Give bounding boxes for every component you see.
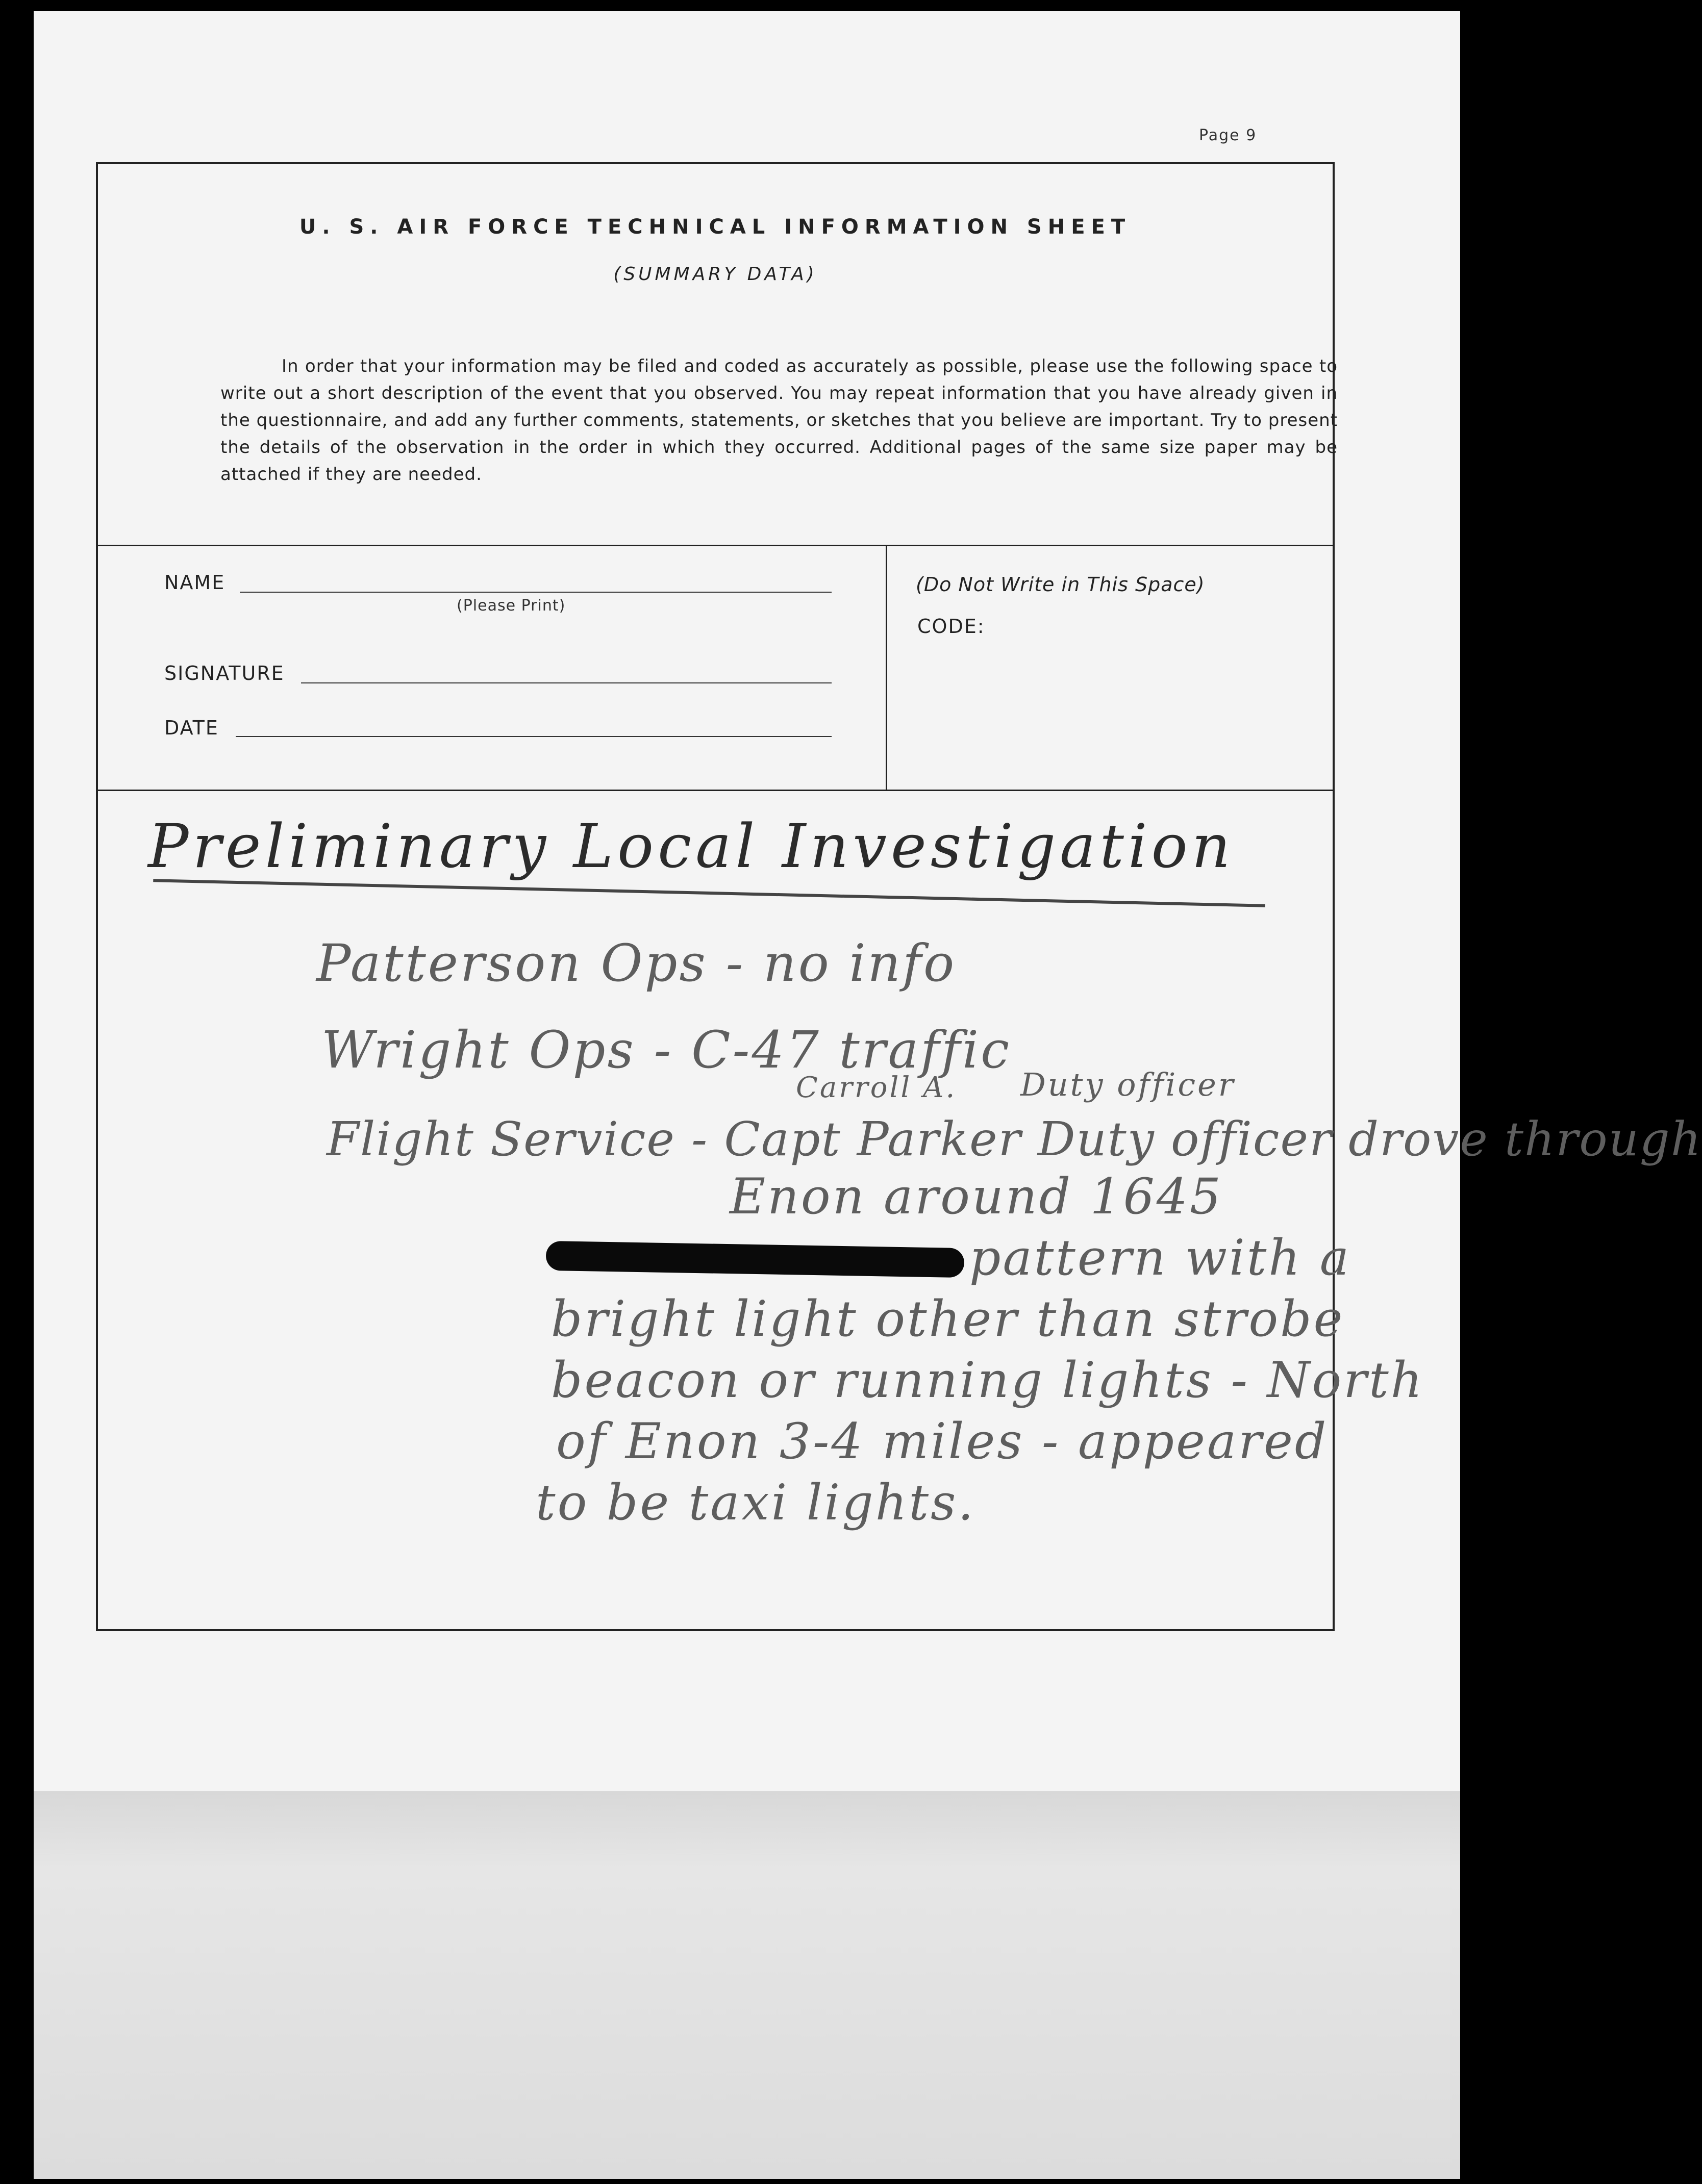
handwritten-line: beacon or running lights - North [551,1352,1424,1409]
section-divider [96,790,1335,791]
handwritten-line: pattern with a [969,1229,1351,1286]
backing-sheet [34,1791,1460,2179]
signature-label: SIGNATURE [164,662,285,684]
form-subtitle: (SUMMARY DATA) [613,264,817,285]
signature-field[interactable] [301,682,832,683]
form-title: U. S. AIR FORCE TECHNICAL INFORMATION SHEET [299,215,1132,239]
handwritten-line: Wright Ops - C-47 traffic [321,1020,1012,1080]
date-label: DATE [164,717,219,739]
office-use-note: (Do Not Write in This Space) [916,573,1205,596]
information-sheet-form [96,162,1338,1631]
handwritten-heading: Preliminary Local Investigation [148,811,1235,881]
handwritten-line: Flight Service - Capt Parker Duty officer drove through [327,1112,1702,1166]
section-divider [96,545,1335,546]
form-instructions: In order that your information may be filed and coded as accurately as possible, please use the following space to write out a short description of the event that you observed. You may repeat information that you have already given in the questionnaire, and add any further comments, statements, or sketches that you believe are important. Try to present the details of the observation in the order in which they occurred. Additional pages of the same size paper may be attached if they are needed. [220,356,1338,485]
name-label: NAME [164,571,226,594]
code-label: CODE: [917,615,985,638]
name-field[interactable] [240,592,832,593]
please-print-note: (Please Print) [457,597,566,615]
handwritten-line: of Enon 3-4 miles - appeared [556,1413,1329,1470]
handwritten-line: to be taxi lights. [536,1474,975,1531]
handwritten-insert: Duty officer [1020,1066,1236,1103]
handwritten-line: bright light other than strobe [551,1290,1345,1348]
handwritten-insert: Carroll A. [796,1071,957,1104]
handwritten-line: Patterson Ops - no info [316,933,957,993]
handwritten-line: Enon around 1645 [730,1168,1223,1225]
column-divider [886,545,887,790]
date-field[interactable] [236,736,832,737]
page-number: Page 9 [1199,126,1257,144]
